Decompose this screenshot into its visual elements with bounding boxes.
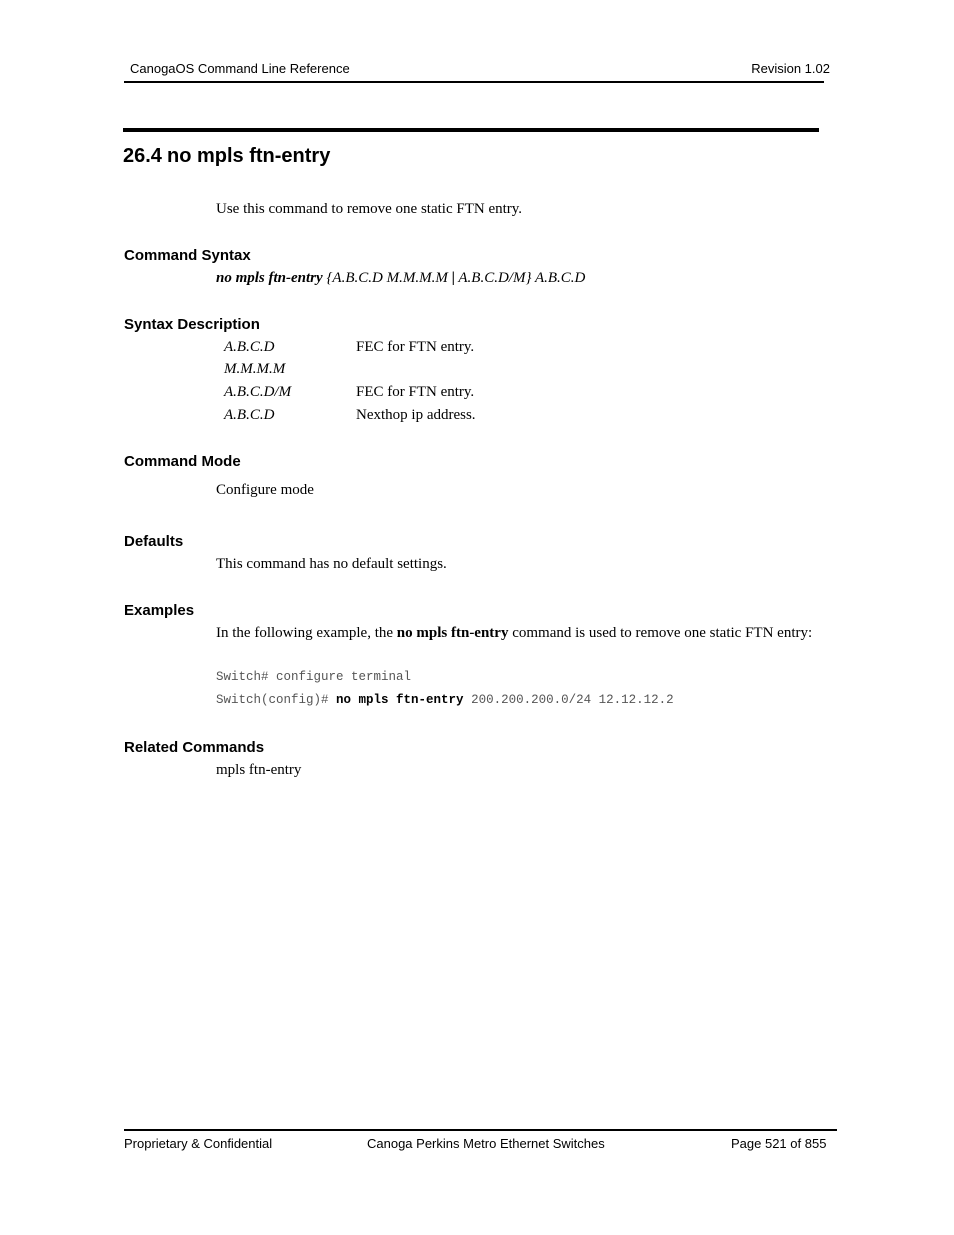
header-doc-title: CanogaOS Command Line Reference xyxy=(130,61,350,76)
syntax-args-1: {A.B.C.D M.M.M.M xyxy=(322,270,452,286)
example-command: no mpls ftn-entry xyxy=(396,625,509,641)
footer-confidential: Proprietary & Confidential xyxy=(124,1136,273,1151)
param-desc: FEC for FTN entry. xyxy=(356,384,475,400)
heading-command-mode: Command Mode xyxy=(124,453,241,470)
section-number: 26.4 xyxy=(123,145,162,167)
code-args: 200.200.200.0/24 12.12.12.2 xyxy=(463,693,674,707)
header-divider xyxy=(124,81,824,83)
param-name: A.B.C.D/M xyxy=(224,384,292,400)
syntax-line xyxy=(216,270,585,287)
heading-related-commands: Related Commands xyxy=(124,739,265,756)
section-title-text: no mpls ftn-entry xyxy=(167,145,331,167)
code-command: no mpls ftn-entry xyxy=(336,693,464,707)
section-title xyxy=(123,145,330,168)
section-title-rule xyxy=(123,128,819,132)
example-paragraph xyxy=(216,622,817,645)
heading-examples: Examples xyxy=(124,602,195,619)
intro-paragraph: Use this command to remove one static FTN entry. xyxy=(216,201,523,217)
related-command-link: mpls ftn-entry xyxy=(216,762,302,778)
syntax-args-2: A.B.C.D/M} A.B.C.D xyxy=(454,270,586,286)
example-text-after: command is used to remove one static FTN entry: xyxy=(508,625,813,641)
footer-page-number: Page 521 of 855 xyxy=(731,1136,827,1151)
param-desc: FEC for FTN entry. xyxy=(356,339,475,355)
example-text-before: In the following example, the xyxy=(216,625,397,641)
heading-syntax-description: Syntax Description xyxy=(124,316,260,333)
param-name: M.M.M.M xyxy=(224,361,286,377)
command-mode-text: Configure mode xyxy=(216,482,314,498)
param-desc: Nexthop ip address. xyxy=(356,407,476,423)
param-name: A.B.C.D xyxy=(224,339,275,355)
syntax-command: no mpls ftn-entry xyxy=(216,270,323,286)
code-line-2 xyxy=(216,693,674,707)
footer-divider xyxy=(124,1129,837,1131)
defaults-text: This command has no default settings. xyxy=(216,556,447,572)
code-line-1: Switch# configure terminal xyxy=(216,670,412,684)
header-revision: Revision 1.02 xyxy=(751,61,830,76)
footer-product: Canoga Perkins Metro Ethernet Switches xyxy=(367,1136,605,1151)
heading-defaults: Defaults xyxy=(124,533,184,550)
heading-command-syntax: Command Syntax xyxy=(124,247,251,264)
syntax-separator: | xyxy=(451,270,455,286)
code-prompt: Switch(config)# xyxy=(216,693,337,707)
param-name: A.B.C.D xyxy=(224,407,275,423)
